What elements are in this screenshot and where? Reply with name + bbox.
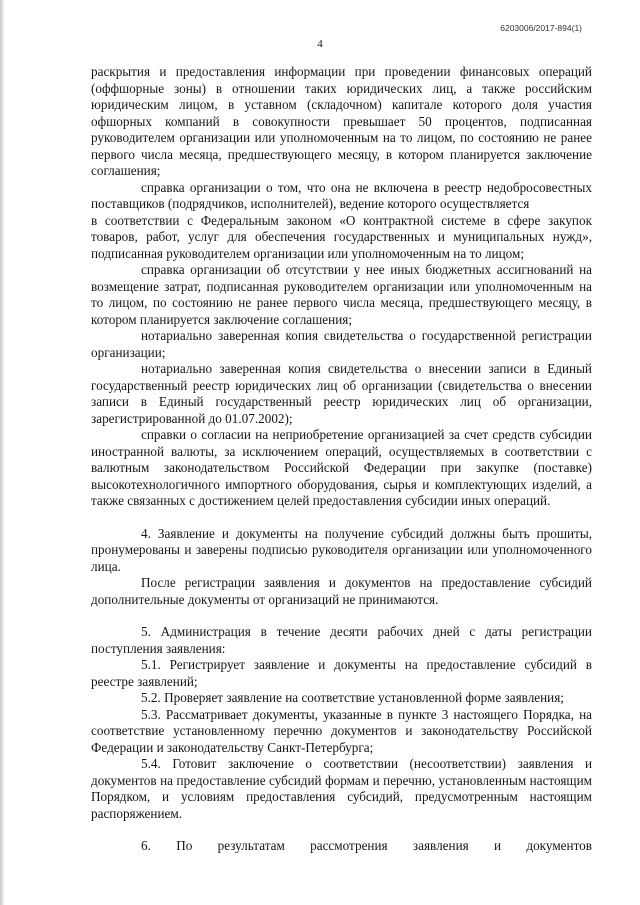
section-5-2: 5.2. Проверяет заявление на соответствие установленной форме заявления; [141, 690, 564, 705]
section-5-1: 5.1. Регистрирует заявление и документы на предоставление субсидий в реестре заявлений; [91, 657, 592, 689]
paragraph-federal-law: в соответствии с Федеральным законом «О контрактной системе в сфере закупок товаров, работ, услуг для обеспечения государственных и муниципальных нужд», подписанная руководителем организации или уполномоченным на то лицом; [91, 212, 592, 261]
paragraph-egrul-copy: нотариально заверенная копия свидетельства о внесении записи в Единый государственный реестр юридических лиц об организации (свидетельства о внесении записи в Единый государственный реестр юридических лиц об организации, зарегистрированной до 01.07.2002); [91, 361, 592, 426]
section-5: 5. Администрация в течение десяти рабочих дней с даты регистрации поступления заявления: [91, 624, 592, 656]
document-id: 6203006/2017-894(1) [500, 23, 582, 33]
section-6: 6. По результатам рассмотрения заявления и документов [141, 838, 592, 853]
paragraph-currency-consent: справки о согласии на неприобретение организацией за счет средств субсидии иностранной валюты, за исключением операций, осуществляемых в соответствии с валютным законодательством Российской Федерации при закупке (поставке) высокотехнологичного импортного оборудования, сырья и комплектующих изделий, а также связанных с достижением целей предоставления субсидии иных операций. [91, 427, 592, 508]
section-4: 4. Заявление и документы на получение субсидий должны быть прошиты, пронумерованы и заверены подписью руководителя организации или уполномоченного лица. [91, 525, 592, 574]
paragraph-registry-certificate: справка организации о том, что она не включена в реестр недобросовестных поставщиков (подрядчиков, исполнителей), ведение которого осуществляется [91, 179, 592, 211]
document-body [91, 64, 592, 855]
page-number: 4 [317, 38, 323, 50]
section-5-3: 5.3. Рассматривает документы, указанные в пункте 3 настоящего Порядка, на соответствие установленному перечню документов и законодательству Российской Федерации и законодательству Санкт-Петербурга; [91, 706, 592, 755]
section-4-note: После регистрации заявления и документов на предоставление субсидий дополнительные документы от организаций не принимаются. [91, 575, 592, 607]
scan-edge [0, 0, 4, 905]
paragraph-offshore: раскрытия и предоставления информации при проведении финансовых операций (оффшорные зоны) в отношении таких юридических лиц, а также российским юридическим лицом, в уставном (складочном) капитале которого доля участия офшорных компаний в совокупности превышает 50 процентов, подписанная руководителем организации или уполномоченным на то лицом, по состоянию не ранее первого числа месяца, предшествующего месяцу, в котором планируется заключение соглашения; [91, 64, 592, 178]
section-5-4: 5.4. Готовит заключение о соответствии (несоответствии) заявления и документов на предоставление субсидий формам и перечню, установленным настоящим Порядком, и условиям предоставления субсидий, предусмотренным настоящим распоряжением. [91, 756, 592, 821]
paragraph-budget-certificate: справка организации об отсутствии у нее иных бюджетных ассигнований на возмещение затрат, подписанная руководителем организации или уполномоченным на то лицом, по состоянию не ранее первого числа месяца, предшествующего месяцу, в котором планируется заключение соглашения; [91, 262, 592, 327]
paragraph-registration-copy: нотариально заверенная копия свидетельства о государственной регистрации организации; [91, 328, 592, 360]
